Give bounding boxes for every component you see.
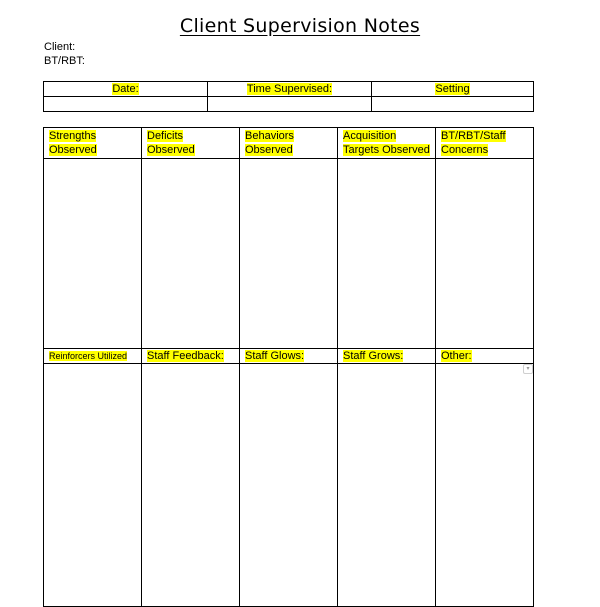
strengths-label-line1: Strengths [49,130,97,142]
deficits-entry-cell[interactable] [142,159,240,349]
staff-feedback-entry-cell[interactable] [142,363,240,606]
feedback-entry-row [44,363,534,606]
setting-label: Setting [435,83,470,95]
session-info-header-row [44,82,534,97]
behaviors-label-line1: Behaviors [245,130,294,142]
staff-glows-header-cell [240,348,338,363]
behaviors-header-cell [240,128,338,159]
staff-glows-entry-cell[interactable] [240,363,338,606]
observation-entry-row [44,159,534,349]
staff-grows-entry-cell[interactable] [338,363,436,606]
chevron-down-icon[interactable]: ▾ [523,364,533,374]
acquisition-entry-cell[interactable] [338,159,436,349]
time-supervised-header-cell [208,82,372,97]
page-title: Client Supervision Notes [179,15,421,37]
staff-glows-label: Staff Glows: [245,349,305,362]
session-info-entry-row [44,97,534,112]
feedback-header-row [44,348,534,363]
behaviors-entry-cell[interactable] [240,159,338,349]
strengths-entry-cell[interactable] [44,159,142,349]
date-header-cell [44,82,208,97]
concerns-label-line1: BT/RBT/Staff [441,130,506,142]
concerns-label-line2: Concerns [441,144,489,156]
concerns-entry-cell[interactable] [436,159,534,349]
staff-feedback-header-cell [142,348,240,363]
reinforcers-header-cell [44,348,142,363]
acquisition-label-line2: Targets Observed [343,144,430,156]
setting-entry-cell[interactable] [372,97,534,112]
deficits-label-line1: Deficits [147,130,184,142]
other-entry-cell[interactable] [436,363,534,606]
strengths-header-cell [44,128,142,159]
session-info-table [43,81,534,112]
concerns-header-cell [436,128,534,159]
deficits-header-cell [142,128,240,159]
other-header-cell [436,348,534,363]
acquisition-label-line1: Acquisition [343,130,397,142]
date-entry-cell[interactable] [44,97,208,112]
strengths-label-line2: Observed [49,144,97,156]
staff-grows-label: Staff Grows: [343,349,404,362]
date-label: Date: [112,83,139,95]
observation-header-row [44,128,534,159]
time-supervised-entry-cell[interactable] [208,97,372,112]
other-label: Other: [441,349,472,362]
setting-header-cell [372,82,534,97]
client-label: Client: [44,41,76,53]
deficits-label-line2: Observed [147,144,195,156]
reinforcers-label: Reinforcers Utilized [49,350,128,361]
reinforcers-entry-cell[interactable] [44,363,142,606]
acquisition-header-cell [338,128,436,159]
observation-grid [43,127,534,607]
time-supervised-label: Time Supervised: [246,83,333,95]
behaviors-label-line2: Observed [245,144,293,156]
staff-feedback-label: Staff Feedback: [147,349,224,362]
staff-grows-header-cell [338,348,436,363]
bt-rbt-label: BT/RBT: [44,55,85,67]
